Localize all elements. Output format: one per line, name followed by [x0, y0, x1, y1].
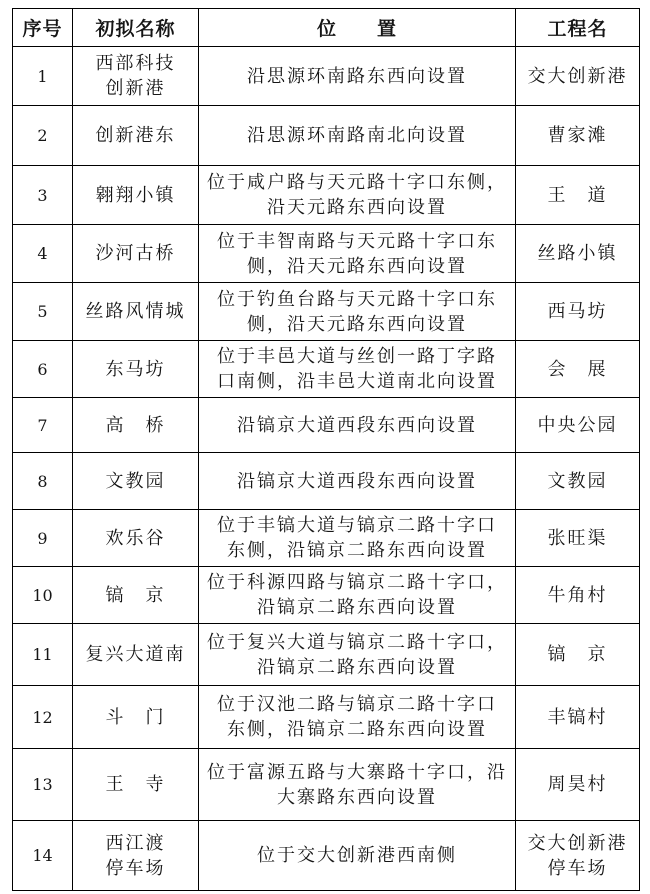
- table-row: [13, 106, 640, 166]
- location-cell: [199, 398, 516, 453]
- index-cell: 2: [13, 106, 73, 166]
- name-cell: [73, 283, 199, 341]
- location-cell: [199, 624, 516, 686]
- name-line: 文教园: [105, 470, 166, 492]
- name-line: 欢乐谷: [105, 527, 166, 549]
- project-cell: [516, 225, 640, 283]
- project-line: 张旺渠: [547, 527, 608, 549]
- name-cell: [73, 821, 199, 891]
- name-line: 高 桥: [105, 414, 166, 436]
- project-line: 会 展: [547, 358, 608, 380]
- location-cell: [199, 567, 516, 624]
- name-line: 创新港东: [95, 125, 176, 146]
- name-line: 停车场: [105, 857, 166, 879]
- index-cell: 1: [13, 47, 73, 106]
- project-line: 丰镐村: [547, 706, 608, 728]
- header-name: 初拟名称: [73, 9, 199, 47]
- name-cell: [73, 166, 199, 225]
- location-line: 沿镐京二路东西向设置: [257, 656, 457, 678]
- name-line: 复兴大道南: [85, 644, 186, 665]
- location-cell: [199, 225, 516, 283]
- table-body: [13, 47, 640, 891]
- project-line: 曹家滩: [547, 125, 608, 146]
- project-cell: [516, 47, 640, 106]
- project-line: 牛角村: [547, 584, 608, 606]
- index-cell: 11: [13, 624, 73, 686]
- table-row: [13, 453, 640, 510]
- name-cell: [73, 749, 199, 821]
- name-cell: [73, 398, 199, 453]
- project-cell: [516, 166, 640, 225]
- name-line: 翱翔小镇: [95, 184, 176, 206]
- location-line: 沿天元路东西向设置: [267, 197, 447, 218]
- name-cell: [73, 624, 199, 686]
- table-row: [13, 821, 640, 891]
- name-cell: [73, 686, 199, 749]
- location-line: 位于科源四路与镐京二路十字口，: [207, 572, 507, 593]
- index-cell: 12: [13, 686, 73, 749]
- project-cell: [516, 567, 640, 624]
- project-cell: [516, 510, 640, 567]
- project-cell: [516, 283, 640, 341]
- name-line: 西江渡: [105, 832, 166, 854]
- table-row: [13, 166, 640, 225]
- index-cell: 6: [13, 341, 73, 398]
- name-line: 斗 门: [105, 706, 166, 728]
- location-line: 位于丰镐大道与镐京二路十字口: [217, 515, 497, 536]
- location-line: 沿镐京大道西段东西向设置: [237, 470, 477, 492]
- index-cell: 13: [13, 749, 73, 821]
- location-line: 沿镐京二路东西向设置: [257, 597, 457, 618]
- location-line: 大寨路东西向设置: [277, 786, 437, 808]
- header-location: 位 置: [199, 9, 516, 47]
- table-row: [13, 398, 640, 453]
- location-cell: [199, 749, 516, 821]
- project-cell: [516, 106, 640, 166]
- table-row: [13, 47, 640, 106]
- location-cell: [199, 166, 516, 225]
- location-cell: [199, 510, 516, 567]
- name-cell: [73, 225, 199, 283]
- header-row: [13, 9, 640, 47]
- project-line: 文教园: [547, 470, 608, 492]
- table-row: [13, 283, 640, 341]
- header-project: 工程名: [516, 9, 640, 47]
- location-cell: [199, 821, 516, 891]
- name-cell: [73, 453, 199, 510]
- table-row: [13, 567, 640, 624]
- project-cell: [516, 398, 640, 453]
- index-cell: 8: [13, 453, 73, 510]
- location-line: 位于交大创新港西南侧: [257, 845, 457, 866]
- location-line: 位于丰邑大道与丝创一路丁字路: [217, 346, 497, 367]
- table-row: [13, 341, 640, 398]
- table-row: [13, 624, 640, 686]
- location-line: 口南侧，沿丰邑大道南北向设置: [217, 371, 497, 392]
- project-cell: [516, 749, 640, 821]
- name-line: 镐 京: [105, 584, 166, 606]
- index-cell: 5: [13, 283, 73, 341]
- project-line: 交大创新港: [527, 832, 628, 854]
- header-index: 序号: [13, 9, 73, 47]
- name-cell: [73, 106, 199, 166]
- name-cell: [73, 567, 199, 624]
- location-line: 位于丰智南路与天元路十字口东: [217, 230, 497, 252]
- index-cell: 7: [13, 398, 73, 453]
- table-row: [13, 749, 640, 821]
- project-line: 丝路小镇: [537, 243, 618, 264]
- project-line: 周昊村: [547, 774, 608, 795]
- table-header: [13, 9, 640, 47]
- table-row: [13, 686, 640, 749]
- index-cell: 4: [13, 225, 73, 283]
- name-line: 西部科技: [95, 53, 176, 74]
- location-cell: [199, 283, 516, 341]
- location-cell: [199, 686, 516, 749]
- location-line: 位于钓鱼台路与天元路十字口东: [217, 288, 497, 310]
- location-cell: [199, 47, 516, 106]
- location-cell: [199, 341, 516, 398]
- project-line: 西马坊: [547, 301, 608, 322]
- location-line: 侧，沿天元路东西向设置: [247, 313, 467, 335]
- table-row: [13, 225, 640, 283]
- index-cell: 3: [13, 166, 73, 225]
- index-cell: 14: [13, 821, 73, 891]
- index-cell: 10: [13, 567, 73, 624]
- name-cell: [73, 341, 199, 398]
- location-line: 位于咸户路与天元路十字口东侧，: [207, 172, 507, 193]
- name-line: 东马坊: [105, 358, 166, 380]
- project-cell: [516, 686, 640, 749]
- location-line: 侧，沿天元路东西向设置: [247, 255, 467, 277]
- location-line: 沿镐京大道西段东西向设置: [237, 414, 477, 436]
- location-line: 东侧，沿镐京二路东西向设置: [227, 540, 487, 561]
- location-line: 东侧，沿镐京二路东西向设置: [227, 719, 487, 740]
- table-row: [13, 510, 640, 567]
- index-cell: 9: [13, 510, 73, 567]
- name-line: 沙河古桥: [95, 243, 176, 264]
- name-line: 创新港: [105, 78, 166, 99]
- location-line: 位于汉池二路与镐京二路十字口: [217, 694, 497, 715]
- location-line: 位于复兴大道与镐京二路十字口，: [207, 631, 507, 653]
- name-cell: [73, 47, 199, 106]
- project-line: 王 道: [547, 184, 608, 206]
- location-line: 沿思源环南路东西向设置: [247, 65, 467, 87]
- name-cell: [73, 510, 199, 567]
- project-line: 中央公园: [537, 414, 618, 436]
- location-cell: [199, 453, 516, 510]
- project-line: 镐 京: [547, 644, 608, 665]
- project-line: 停车场: [547, 857, 608, 879]
- project-cell: [516, 624, 640, 686]
- project-cell: [516, 821, 640, 891]
- location-line: 沿思源环南路南北向设置: [247, 125, 467, 146]
- project-cell: [516, 453, 640, 510]
- name-line: 丝路风情城: [85, 301, 186, 322]
- name-line: 王 寺: [105, 774, 166, 795]
- location-line: 位于富源五路与大寨路十字口，沿: [207, 761, 507, 783]
- project-cell: [516, 341, 640, 398]
- location-cell: [199, 106, 516, 166]
- project-line: 交大创新港: [527, 65, 628, 87]
- station-table: [12, 8, 640, 891]
